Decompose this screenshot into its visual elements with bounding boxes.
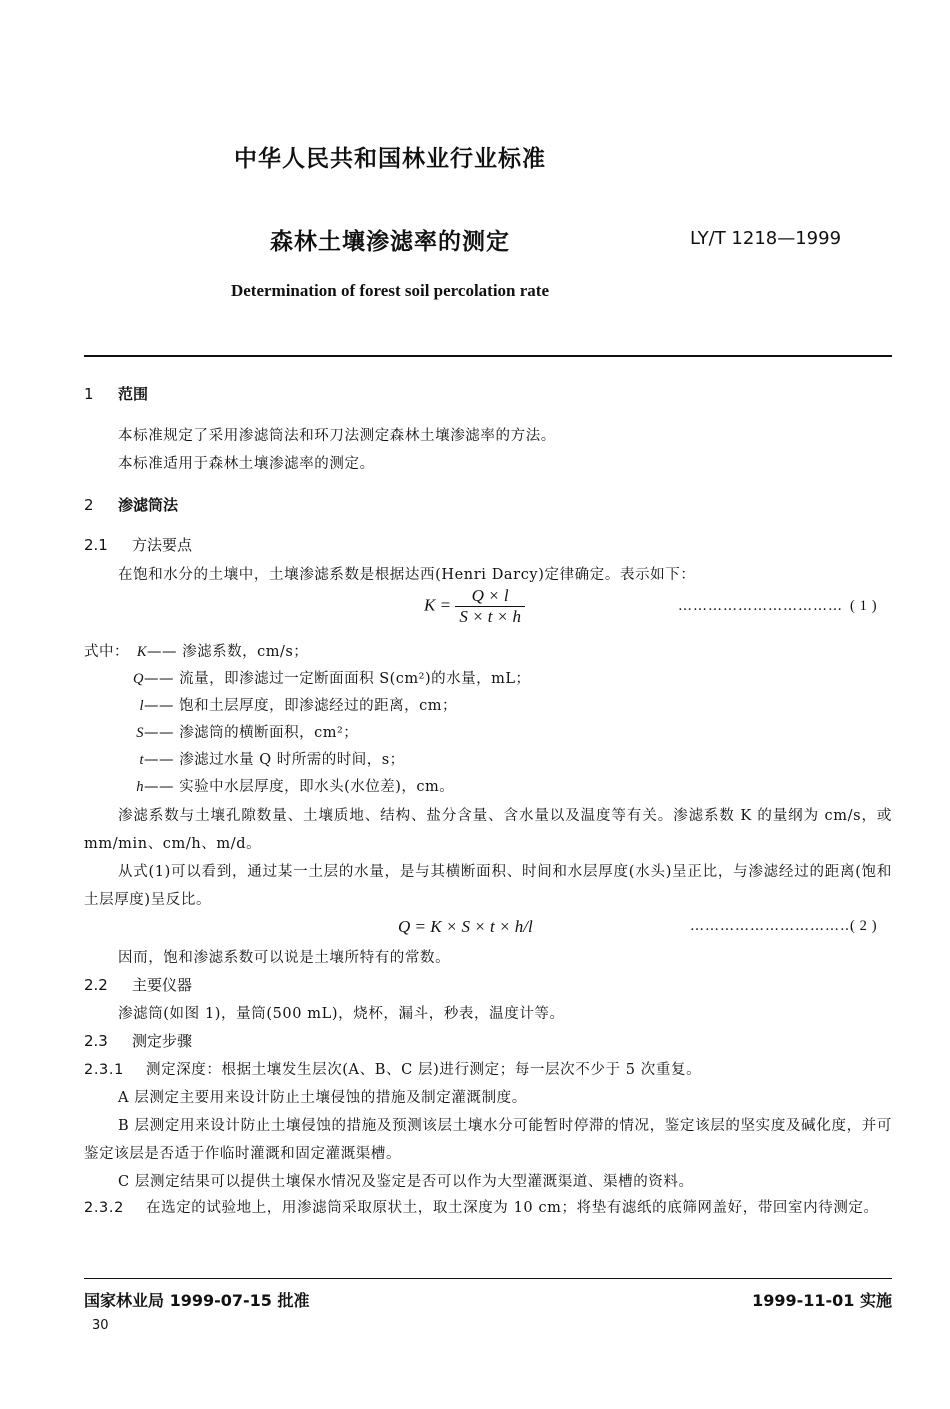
formula-2-label: ( 2 ) bbox=[850, 918, 878, 934]
definition-row bbox=[126, 748, 405, 769]
subsection-number: 2.2 bbox=[84, 976, 108, 994]
subsection-number: 2.1 bbox=[84, 536, 108, 554]
subsection-2-1-heading bbox=[84, 534, 192, 555]
clause-text: 在选定的试验地上，用渗滤筒采取原状土，取土深度为 10 cm；将垫有滤纸的底筛网盖好，带回室内待测定。 bbox=[146, 1200, 879, 1216]
approval-date: 国家林业局 1999-07-15 批准 bbox=[84, 1291, 310, 1310]
definition-text: —— 实验中水层厚度，即水头(水位差)，cm。 bbox=[144, 779, 455, 795]
header-divider bbox=[84, 355, 892, 357]
formula-2-leader: …………………………… bbox=[690, 918, 855, 934]
layer-c-paragraph: C 层测定结果可以提供土壤保水情况及鉴定是否可以作为大型灌溉渠道、渠槽的资料。 bbox=[118, 1174, 694, 1190]
proportionality-paragraph: 从式(1)可以看到，通过某一土层的水量，是与其横断面积、时间和水层厚度(水头)呈正比，与渗滤经过的距离(饱和土层厚度)呈反比。 bbox=[84, 864, 892, 908]
definition-row bbox=[126, 775, 454, 796]
subsection-title: 方法要点 bbox=[132, 536, 193, 554]
clause-number: 2.3.1 bbox=[84, 1062, 124, 1078]
clause-2-3-2 bbox=[84, 1194, 892, 1222]
definition-row bbox=[126, 694, 457, 715]
subsection-2-2-heading bbox=[84, 974, 192, 995]
english-title: Determination of forest soil percolation rate bbox=[230, 281, 550, 300]
formula-1 bbox=[424, 586, 525, 627]
section-1-paragraph-2: 本标准适用于森林土壤渗滤率的测定。 bbox=[118, 456, 375, 472]
clause-text: 测定深度：根据土壤发生层次(A、B、C 层)进行测定；每一层次不少于 5 次重复。 bbox=[146, 1062, 702, 1078]
definition-text: —— 渗滤系数，cm/s； bbox=[147, 644, 309, 660]
formula-2: Q = K × S × t × h/l bbox=[398, 917, 533, 936]
definition-text: —— 饱和土层厚度，即渗滤经过的距离，cm； bbox=[144, 698, 457, 714]
definition-symbol: K bbox=[136, 644, 147, 660]
definition-symbol: l bbox=[139, 698, 144, 714]
section-1-heading bbox=[84, 383, 148, 404]
section-number: 1 bbox=[84, 385, 94, 403]
section-1-paragraph-1: 本标准规定了采用渗滤筒法和环刀法测定森林土壤渗滤率的方法。 bbox=[118, 428, 556, 444]
subsection-title: 主要仪器 bbox=[132, 976, 193, 994]
definition-text: —— 渗滤筒的横断面积，cm²； bbox=[144, 725, 359, 741]
definition-row bbox=[84, 640, 308, 661]
dimension-paragraph: 渗滤系数与土壤孔隙数量、土壤质地、结构、盐分含量、含水量以及温度等有关。渗滤系数 K 的量纲为 cm/s，或 mm/min、cm/h、m/d。 bbox=[84, 808, 892, 852]
subsection-title: 测定步骤 bbox=[132, 1032, 193, 1050]
section-title: 范围 bbox=[118, 385, 149, 403]
document-code: LY/T 1218—1999 bbox=[690, 228, 842, 249]
formula-1-leader: …………………………… bbox=[678, 598, 843, 614]
definition-symbol: t bbox=[139, 752, 144, 768]
formula-1-lhs: K = bbox=[424, 595, 452, 615]
section-title: 渗滤筒法 bbox=[118, 496, 179, 514]
formula-1-fraction bbox=[455, 586, 525, 627]
effective-date: 1999-11-01 实施 bbox=[752, 1291, 892, 1310]
clause-2-3-1 bbox=[84, 1058, 701, 1079]
formula-1-label: ( 1 ) bbox=[850, 598, 878, 614]
instruments-paragraph: 渗滤筒(如图 1)，量筒(500 mL)，烧杯，漏斗，秒表，温度计等。 bbox=[118, 1006, 565, 1022]
where-prefix: 式中： bbox=[84, 644, 129, 660]
footer-divider bbox=[84, 1278, 892, 1279]
definition-symbol: S bbox=[136, 725, 144, 741]
clause-number: 2.3.2 bbox=[84, 1200, 124, 1216]
document-title: 森林土壤渗滤率的测定 bbox=[270, 229, 510, 255]
standard-title: 中华人民共和国林业行业标准 bbox=[234, 146, 546, 172]
section-number: 2 bbox=[84, 496, 94, 514]
subsection-2-3-heading bbox=[84, 1030, 192, 1051]
subsection-number: 2.3 bbox=[84, 1032, 108, 1050]
definition-symbol: h bbox=[136, 779, 144, 795]
constant-paragraph: 因而，饱和渗滤系数可以说是土壤所特有的常数。 bbox=[118, 950, 451, 966]
darcy-intro: 在饱和水分的土壤中，土壤渗滤系数是根据达西(Henri Darcy)定律确定。表示如下： bbox=[118, 567, 696, 583]
formula-1-denominator: S × t × h bbox=[459, 607, 521, 626]
layer-b-paragraph: B 层测定用来设计防止土壤侵蚀的措施及预测该层土壤水分可能暂时停滞的情况，鉴定该层的坚实度及碱化度，并可鉴定该层是否适于作临时灌溉和固定灌溉渠槽。 bbox=[84, 1118, 892, 1162]
section-2-heading bbox=[84, 494, 178, 515]
definition-text: —— 流量，即渗滤过一定断面面积 S(cm²)的水量，mL； bbox=[144, 671, 531, 687]
layer-a-paragraph: A 层测定主要用来设计防止土壤侵蚀的措施及制定灌溉制度。 bbox=[118, 1090, 527, 1106]
formula-1-numerator: Q × l bbox=[455, 586, 525, 607]
page-number: 30 bbox=[92, 1318, 109, 1333]
definition-row bbox=[126, 667, 531, 688]
definition-row bbox=[126, 721, 358, 742]
definition-symbol: Q bbox=[133, 671, 144, 687]
definition-text: —— 渗滤过水量 Q 时所需的时间，s； bbox=[144, 752, 405, 768]
